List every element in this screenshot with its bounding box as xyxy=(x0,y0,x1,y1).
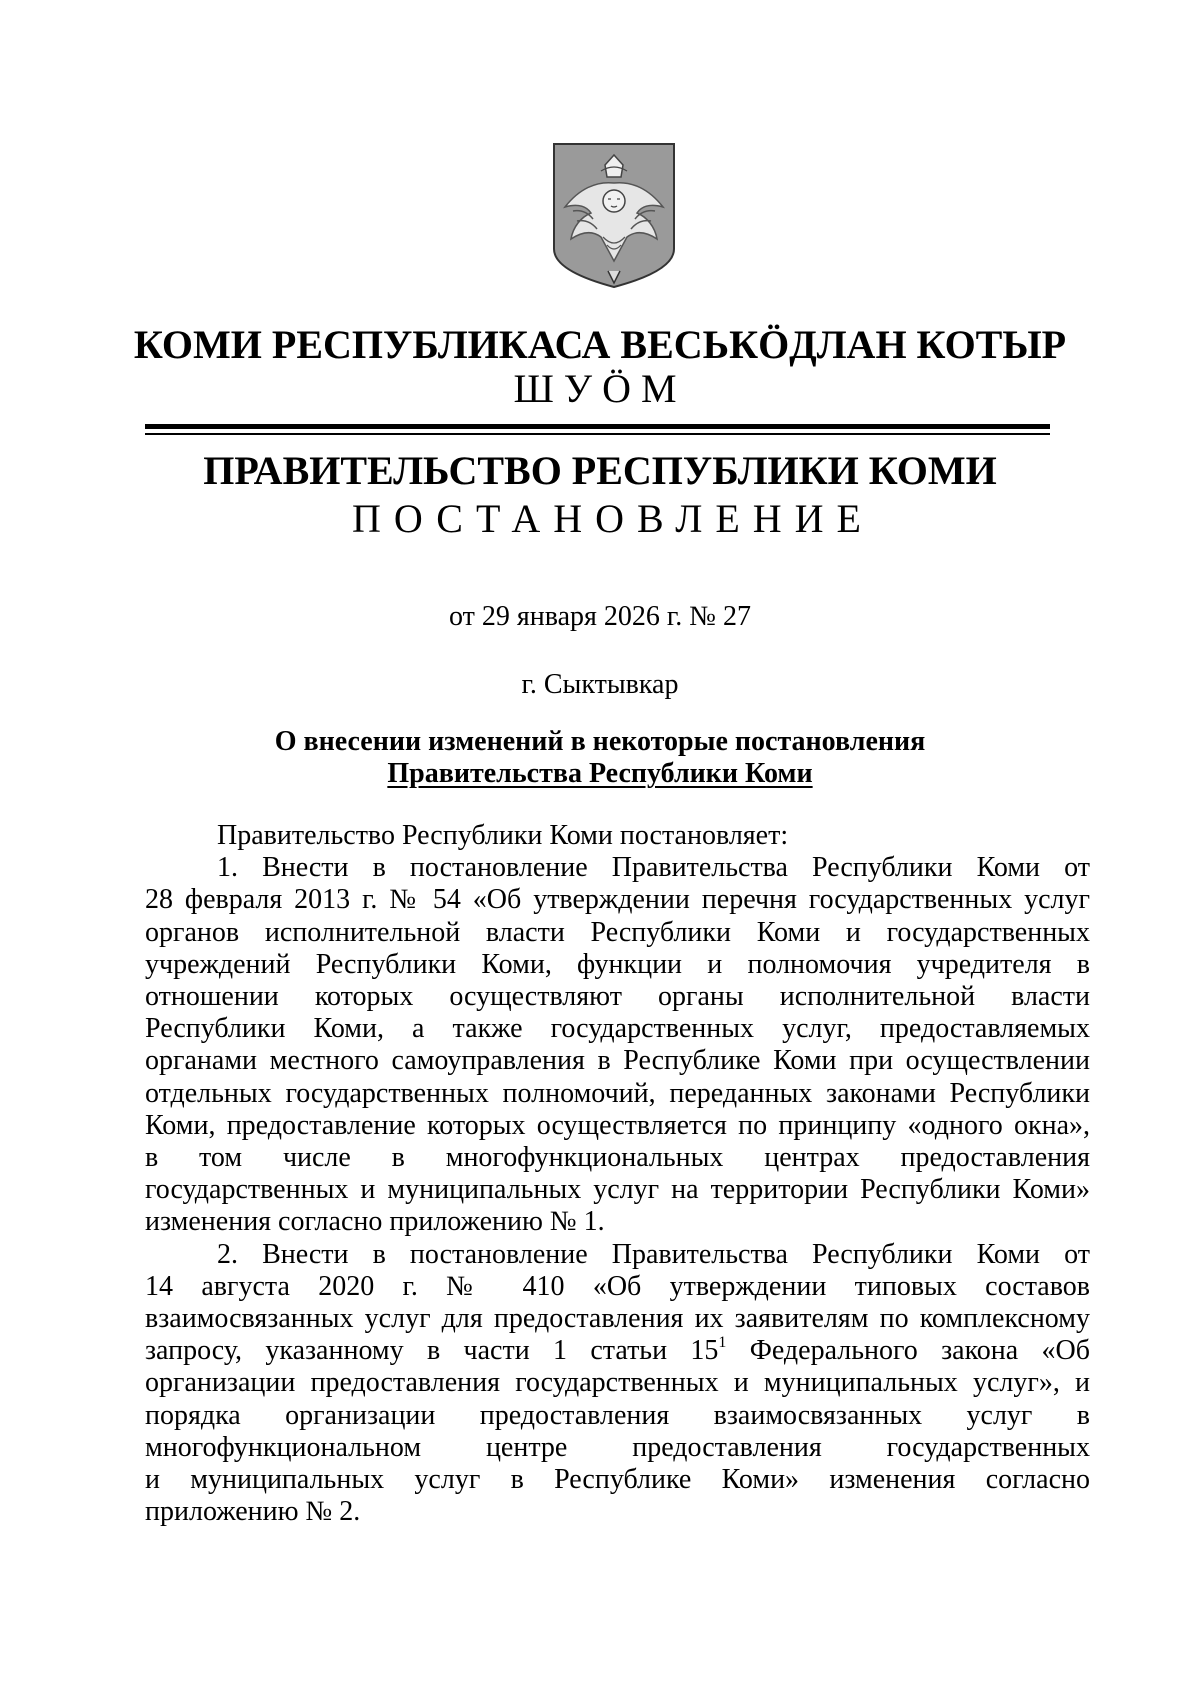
paragraph-2-line: взаимосвязанных услуг для предоставления их заявителям по комплексному xyxy=(145,1303,1090,1335)
paragraph-2-line xyxy=(145,1335,1090,1367)
paragraph-1-line: Коми, предоставление которых осуществляется по принципу «одного окна», xyxy=(145,1109,1090,1141)
paragraph-1-line: отношении которых осуществляют органы исполнительной власти xyxy=(145,981,1090,1013)
paragraph-1-line: Республики Коми, а также государственных услуг, предоставляемых xyxy=(145,1013,1090,1045)
paragraph-2-line: порядка организации предоставления взаимосвязанных услуг в xyxy=(145,1399,1090,1431)
komi-doc-type: ШУӦМ xyxy=(513,366,687,411)
paragraph-2-line: 2. Внести в постановление Правительства Республики Коми от xyxy=(217,1238,1090,1270)
paragraph-1-line: в том числе в многофункциональных центрах предоставления xyxy=(145,1142,1090,1174)
komi-coat-of-arms-icon xyxy=(551,141,677,289)
paragraph-2-line: и муниципальных услуг в Республике Коми» изменения согласно xyxy=(145,1464,1090,1496)
paragraph-2-text-part: запросу, указанному в части 1 статьи 15 xyxy=(145,1335,719,1367)
decree-date-number: от 29 января 2026 г. № 27 xyxy=(449,601,751,632)
paragraph-1-line: 1. Внести в постановление Правительства Республики Коми от xyxy=(217,852,1090,884)
paragraph-2-line: организации предоставления государственных и муниципальных услуг», и xyxy=(145,1367,1090,1399)
paragraph-2-line: 14 августа 2020 г. № 410 «Об утверждении типовых составов xyxy=(145,1270,1090,1302)
decree-city: г. Сыктывкар xyxy=(521,669,679,700)
decree-intro: Правительство Республики Коми постановляет: xyxy=(217,820,789,851)
paragraph-1 xyxy=(145,852,1090,1238)
paragraph-1-line: государственных и муниципальных услуг на территории Республики Коми» xyxy=(145,1174,1090,1206)
paragraph-2-line: многофункциональном центре предоставления государственных xyxy=(145,1431,1090,1463)
paragraph-2 xyxy=(145,1239,1090,1529)
paragraph-2-line: приложению № 2. xyxy=(145,1496,361,1528)
paragraph-1-line: органов исполнительной власти Республики Коми и государственных xyxy=(145,916,1090,948)
gov-org-title: ПРАВИТЕЛЬСТВО РЕСПУБЛИКИ КОМИ xyxy=(203,448,997,493)
header-divider-thin xyxy=(145,433,1050,435)
article-superscript: 1 xyxy=(718,1334,727,1352)
decree-subject-line-2 xyxy=(0,757,1200,791)
paragraph-2-text-part: Федерального закона «Об xyxy=(726,1335,1091,1367)
paragraph-1-line: изменения согласно приложению № 1. xyxy=(145,1206,605,1238)
paragraph-1-line: отдельных государственных полномочий, переданных законами Республики xyxy=(145,1077,1090,1109)
decree-subject-line-2-text: Правительства Республики Коми xyxy=(387,758,813,789)
decree-body xyxy=(145,820,1090,1528)
gov-doc-type: ПОСТАНОВЛЕНИЕ xyxy=(352,496,874,541)
decree-subject-line-1: О внесении изменений в некоторые постановления xyxy=(274,726,926,757)
paragraph-1-line: учреждений Республики Коми, функции и полномочия учредителя в xyxy=(145,948,1090,980)
paragraph-1-line: органами местного самоуправления в Республике Коми при осуществлении xyxy=(145,1045,1090,1077)
paragraph-1-line: 28 февраля 2013 г. № 54 «Об утверждении перечня государственных услуг xyxy=(145,884,1090,916)
komi-org-title: КОМИ РЕСПУБЛИКАСА ВЕСЬКӦДЛАН КОТЫР xyxy=(133,322,1067,367)
header-divider-thick xyxy=(145,424,1050,429)
